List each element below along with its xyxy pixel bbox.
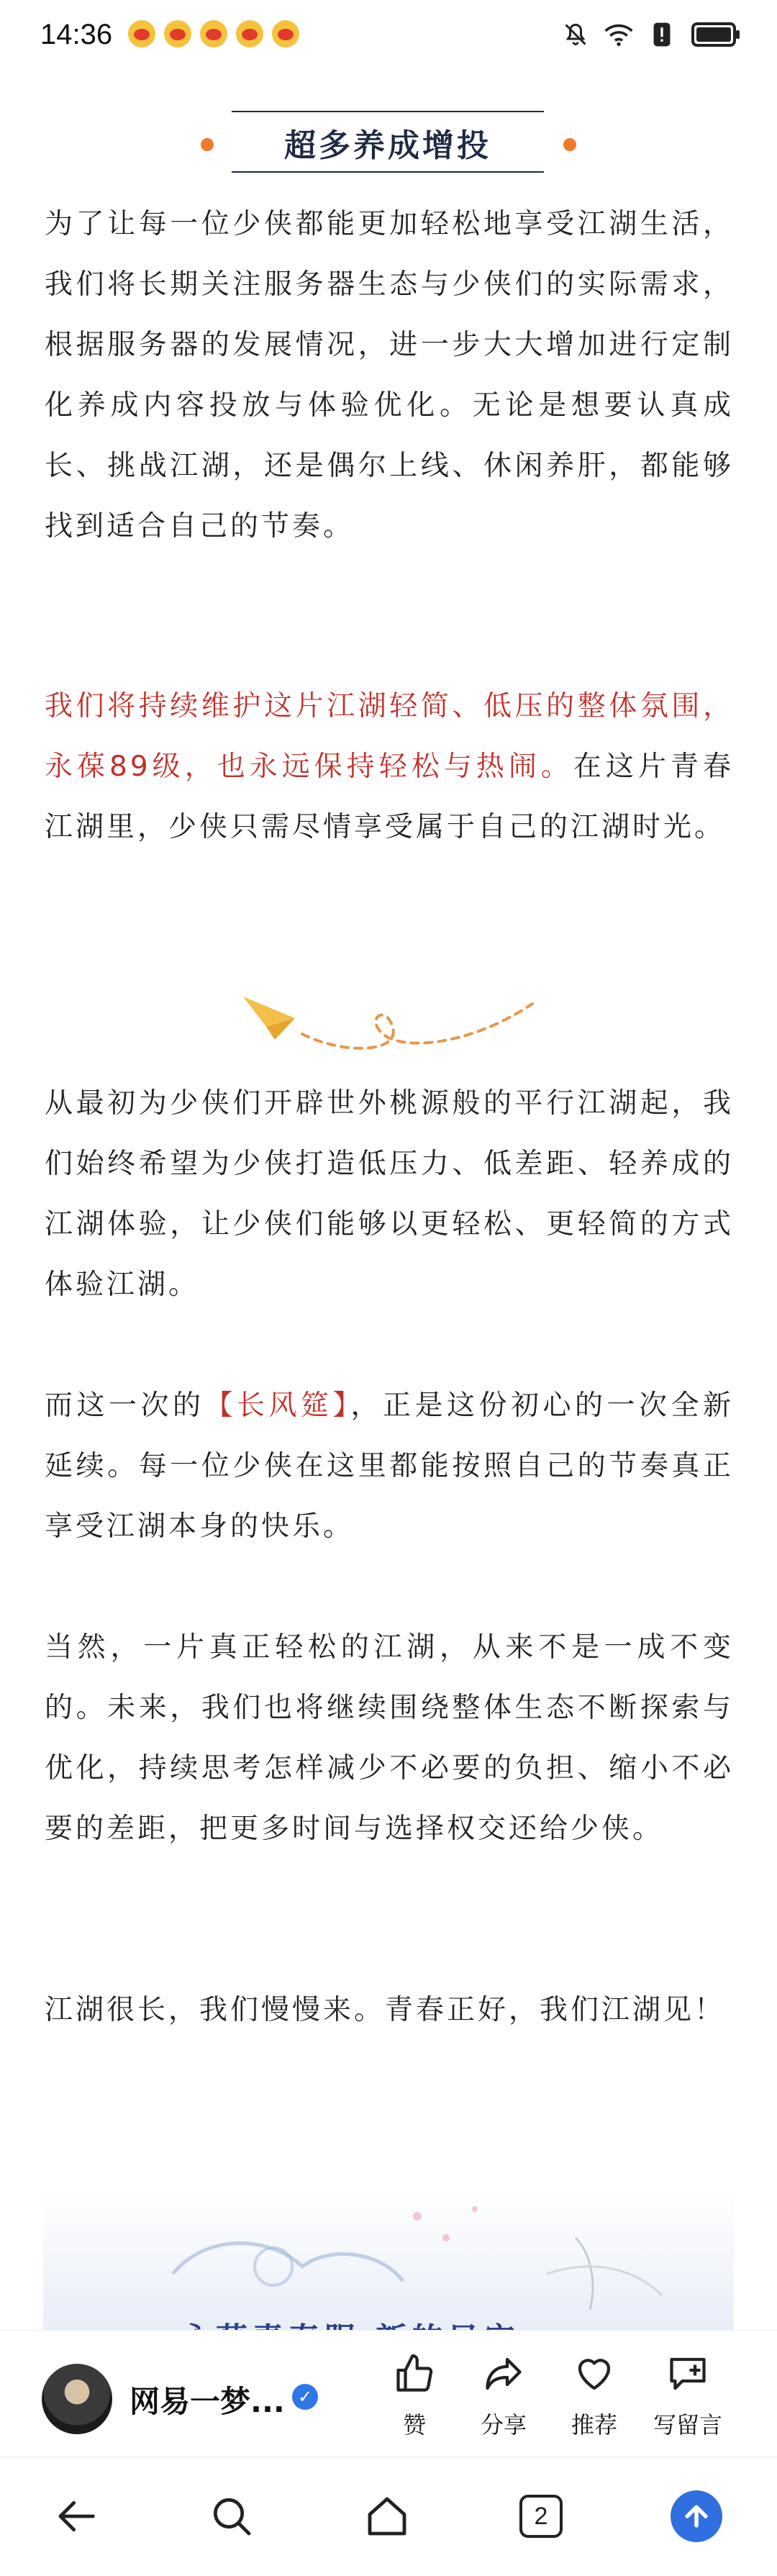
search-button[interactable] — [203, 2487, 260, 2545]
scroll-top-button[interactable] — [668, 2487, 725, 2545]
like-label: 赞 — [402, 2411, 426, 2439]
paragraph-text: 在这片青春江湖里，少侠只需尽情享受属于自己的江湖时光。 — [45, 750, 734, 843]
weibo-icon — [272, 20, 299, 47]
paper-plane-decoration — [237, 989, 547, 1069]
article-paragraph-4 — [45, 1376, 734, 1557]
weibo-icon — [164, 20, 191, 47]
weibo-icon — [128, 20, 155, 47]
system-icons — [561, 20, 741, 49]
section-title: 超多养成增投 — [284, 127, 491, 164]
write-comment-label: 写留言 — [653, 2411, 722, 2439]
alert-icon — [648, 20, 676, 49]
article-paragraph-6: 江湖很长，我们慢慢来。青春正好，我们江湖见！ — [45, 1994, 726, 2026]
recommend-label: 推荐 — [571, 2411, 617, 2439]
comment-icon — [666, 2352, 709, 2395]
wifi-icon — [604, 20, 633, 49]
tab-count: 2 — [519, 2495, 563, 2538]
thumbs-up-icon — [393, 2352, 436, 2395]
like-button[interactable] — [371, 2352, 458, 2440]
header-dot — [563, 138, 576, 151]
status-time: 14:36 — [40, 19, 113, 50]
recommend-button[interactable] — [551, 2352, 637, 2440]
article-paragraph-2 — [45, 676, 734, 858]
share-icon — [482, 2352, 525, 2395]
highlighted-text: 我们将持续维护这片江湖轻简、低压的整体氛围，永葆89级，也永远保持轻松与热闹。 — [45, 690, 734, 783]
decorative-illustration — [43, 2187, 734, 2331]
share-button[interactable] — [460, 2352, 547, 2440]
highlighted-text: 【长风筵】 — [204, 1389, 351, 1422]
home-button[interactable] — [358, 2487, 416, 2545]
browser-nav-bar — [0, 2457, 777, 2576]
home-icon — [364, 2493, 410, 2539]
header-divider — [232, 171, 544, 173]
verified-icon: ✓ — [292, 2384, 318, 2410]
up-arrow-icon — [671, 2490, 722, 2542]
article-image — [43, 2187, 734, 2331]
arrow-left-icon — [55, 2493, 101, 2539]
notification-icons — [128, 20, 299, 47]
paragraph-text: 而这一次的 — [45, 1389, 205, 1422]
weibo-icon — [200, 20, 227, 47]
weibo-icon — [236, 20, 263, 47]
tabs-button[interactable] — [512, 2487, 570, 2545]
account-name[interactable]: 网易一梦... — [130, 2384, 285, 2419]
share-label: 分享 — [480, 2411, 527, 2439]
header-dot — [201, 138, 214, 151]
heart-icon — [573, 2352, 616, 2395]
article-paragraph-1: 为了让每一位少侠都能更加轻松地享受江湖生活，我们将长期关注服务器生态与少侠们的实际需求，根据服务器的发展情况，进一步大大增加进行定制化养成内容投放与体验优化。无论是想要认真成长、挑战江湖，还是偶尔上线、休闲养肝，都能够找到适合自己的节奏。 — [45, 208, 734, 543]
header-divider — [232, 111, 544, 112]
status-bar — [0, 0, 777, 72]
section-header — [0, 108, 777, 180]
mute-icon — [561, 20, 590, 49]
article-paragraph-3: 从最初为少侠们开辟世外桃源般的平行江湖起，我们始终希望为少侠打造低压力、低差距、轻养成的江湖体验，让少侠们能够以更轻松、更轻简的方式体验江湖。 — [45, 1087, 734, 1301]
paragraph-text: ，正是这份初心的一次全新延续。每一位少侠在这里都能按照自己的节奏真正享受江湖本身的快乐。 — [45, 1389, 734, 1543]
back-button[interactable] — [49, 2487, 106, 2545]
write-comment-button[interactable] — [645, 2352, 731, 2440]
article-paragraph-5: 当然，一片真正轻松的江湖，从来不是一成不变的。未来，我们也将继续围绕整体生态不断探索与优化，持续思考怎样减少不必要的负担、缩小不必要的差距，把更多时间与选择权交还给少侠。 — [45, 1631, 734, 1845]
article-action-bar — [0, 2330, 777, 2457]
search-icon — [209, 2493, 255, 2539]
account-avatar[interactable] — [42, 2364, 112, 2434]
battery-icon — [691, 20, 741, 49]
